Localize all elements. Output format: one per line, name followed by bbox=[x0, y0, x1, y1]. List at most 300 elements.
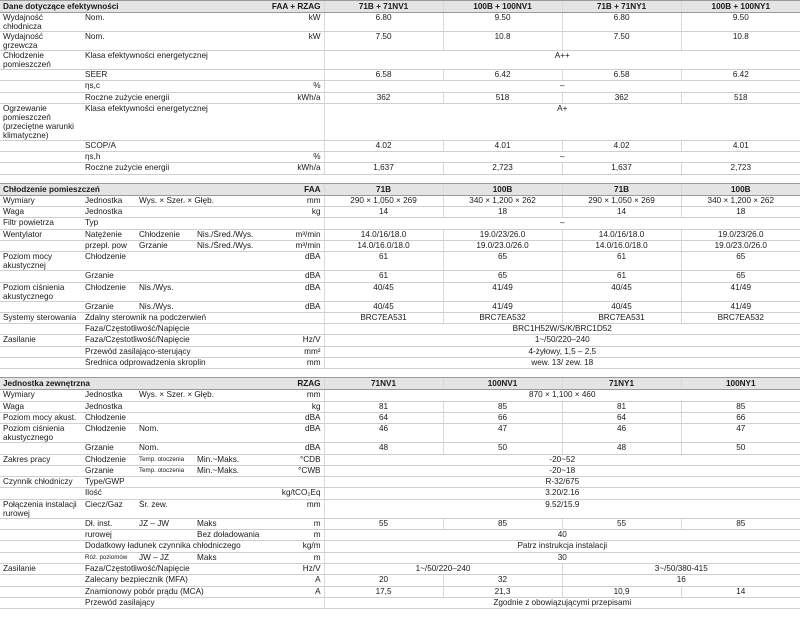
row-group-label: Wentylator bbox=[0, 229, 82, 240]
row-sub-label: Roczne zużycie energii bbox=[82, 92, 266, 103]
row-group-label bbox=[0, 443, 82, 454]
value-cell: 14.0/16/18.0 bbox=[324, 229, 443, 240]
model-column-header: 71B bbox=[562, 183, 681, 195]
table-row bbox=[0, 271, 800, 282]
unit-cell: °CDB bbox=[266, 454, 324, 465]
unit-cell: kW bbox=[266, 32, 324, 51]
value-cell: 65 bbox=[681, 252, 800, 271]
value-cell: 66 bbox=[681, 412, 800, 423]
section-title: Chłodzenie pomieszczeń bbox=[0, 183, 266, 195]
row-sub-label-2: Grzanie bbox=[136, 240, 194, 251]
value-cell: 9.50 bbox=[681, 13, 800, 32]
table-row bbox=[0, 443, 800, 454]
value-cell: 40/45 bbox=[324, 282, 443, 301]
value-cell: 6.58 bbox=[562, 70, 681, 81]
value-cell: 7.50 bbox=[324, 32, 443, 51]
value-cell-merged: -20~52 bbox=[324, 454, 800, 465]
table-row bbox=[0, 163, 800, 174]
value-cell: 40/45 bbox=[562, 301, 681, 312]
row-sub-label-3: Maks bbox=[194, 552, 266, 563]
value-cell: 19.0/23.0/26.0 bbox=[681, 240, 800, 251]
row-sub-label-3: Min.~Maks. bbox=[194, 465, 266, 476]
value-cell-merged: 870 × 1,100 × 460 bbox=[324, 390, 800, 401]
row-group-label bbox=[0, 324, 82, 335]
table-row bbox=[0, 346, 800, 357]
unit-cell: dBA bbox=[266, 252, 324, 271]
spacer-cell bbox=[0, 174, 800, 183]
value-cell: 10,9 bbox=[562, 586, 681, 597]
table-row bbox=[0, 390, 800, 401]
value-cell-merged: -20~18 bbox=[324, 465, 800, 476]
value-cell: 61 bbox=[324, 252, 443, 271]
row-sub-label-2: JZ – JW bbox=[136, 518, 194, 529]
row-sub-label: ηs,h bbox=[82, 152, 266, 163]
row-sub-label: Grzanie bbox=[82, 443, 136, 454]
table-row bbox=[0, 586, 800, 597]
row-sub-label-3: Nis./Śred./Wys. bbox=[194, 240, 266, 251]
row-group-label: Czynnik chłodniczy bbox=[0, 477, 82, 488]
section-title: Dane dotyczące efektywności bbox=[0, 1, 266, 13]
value-cell: 10.8 bbox=[443, 32, 562, 51]
table-row bbox=[0, 499, 800, 518]
row-group-label bbox=[0, 140, 82, 151]
value-cell: 18 bbox=[443, 207, 562, 218]
unit-cell bbox=[266, 312, 324, 323]
row-sub-label: Chłodzenie bbox=[82, 454, 136, 465]
value-cell: 85 bbox=[443, 518, 562, 529]
table-row bbox=[0, 488, 800, 499]
model-column-header: 71B bbox=[324, 183, 443, 195]
unit-cell: kg/tCO₂Eq bbox=[266, 488, 324, 499]
spacer-cell bbox=[0, 369, 800, 378]
table-row bbox=[0, 207, 800, 218]
model-column-header: 100B bbox=[681, 183, 800, 195]
unit-cell bbox=[266, 140, 324, 151]
value-cell: 340 × 1,200 × 262 bbox=[443, 195, 562, 206]
value-cell: 32 bbox=[443, 575, 562, 586]
unit-cell: Hz/V bbox=[266, 335, 324, 346]
row-sub-label: Jednostka bbox=[82, 390, 136, 401]
section-code: FAA + RZAG bbox=[266, 1, 324, 13]
row-group-label bbox=[0, 575, 82, 586]
model-column-header: 100B + 100NV1 bbox=[443, 1, 562, 13]
row-sub-label: Roczne zużycie energii bbox=[82, 163, 266, 174]
value-cell: 65 bbox=[443, 271, 562, 282]
section-code: FAA bbox=[266, 183, 324, 195]
value-cell: 64 bbox=[324, 412, 443, 423]
row-sub-label: Jednostka bbox=[82, 207, 266, 218]
value-cell: 362 bbox=[324, 92, 443, 103]
table-row bbox=[0, 324, 800, 335]
row-sub-label: Grzanie bbox=[82, 465, 136, 476]
row-sub-label: Typ bbox=[82, 218, 266, 229]
model-column-header: 71B + 71NV1 bbox=[324, 1, 443, 13]
row-group-label bbox=[0, 92, 82, 103]
value-cell-merged: – bbox=[324, 218, 800, 229]
section-header bbox=[0, 378, 800, 390]
row-group-label bbox=[0, 597, 82, 608]
table-row bbox=[0, 530, 800, 541]
table-row bbox=[0, 401, 800, 412]
unit-cell: kWh/a bbox=[266, 92, 324, 103]
row-sub-label: Zdalny sterownik na podczerwień bbox=[82, 312, 266, 323]
row-group-label: Poziom mocy akust. bbox=[0, 412, 82, 423]
unit-cell: kW bbox=[266, 13, 324, 32]
value-cell: 6.42 bbox=[443, 70, 562, 81]
unit-cell bbox=[266, 103, 324, 140]
value-cell: 18 bbox=[681, 207, 800, 218]
value-cell: 41/49 bbox=[681, 301, 800, 312]
section-header bbox=[0, 1, 800, 13]
value-cell: 518 bbox=[443, 92, 562, 103]
value-cell: 1,637 bbox=[324, 163, 443, 174]
row-sub-label: Klasa efektywności energetycznej bbox=[82, 103, 266, 140]
table-row bbox=[0, 454, 800, 465]
value-cell: 61 bbox=[324, 271, 443, 282]
value-cell: 81 bbox=[562, 401, 681, 412]
value-cell-merged: 1~/50/220–240 bbox=[324, 563, 562, 574]
value-cell: 9.50 bbox=[443, 13, 562, 32]
value-cell: 46 bbox=[324, 424, 443, 443]
value-cell: 48 bbox=[324, 443, 443, 454]
row-group-label: Wymiary bbox=[0, 195, 82, 206]
row-group-label bbox=[0, 346, 82, 357]
row-sub-label: Przewód zasilający bbox=[82, 597, 266, 608]
row-group-label: Zasilanie bbox=[0, 335, 82, 346]
model-column-header: 71B + 71NY1 bbox=[562, 1, 681, 13]
value-cell: 4.02 bbox=[324, 140, 443, 151]
value-cell: 41/49 bbox=[681, 282, 800, 301]
unit-cell: kg bbox=[266, 207, 324, 218]
unit-cell: Hz/V bbox=[266, 563, 324, 574]
row-group-label bbox=[0, 301, 82, 312]
value-cell: 61 bbox=[562, 252, 681, 271]
row-group-label: Filtr powietrza bbox=[0, 218, 82, 229]
value-cell: 4.01 bbox=[443, 140, 562, 151]
row-group-label: Ogrzewanie pomieszczeń (przeciętne warunki klimatyczne) bbox=[0, 103, 82, 140]
row-sub-label: Chłodzenie bbox=[82, 252, 266, 271]
row-sub-label: Klasa efektywności energetycznej bbox=[82, 51, 266, 70]
row-sub-label: SEER bbox=[82, 70, 266, 81]
value-cell: 4.01 bbox=[681, 140, 800, 151]
value-cell: 65 bbox=[681, 271, 800, 282]
table-row bbox=[0, 13, 800, 32]
value-cell-merged: 3~/50/380-415 bbox=[562, 563, 800, 574]
row-group-label: Systemy sterowania bbox=[0, 312, 82, 323]
row-group-label bbox=[0, 271, 82, 282]
table-row bbox=[0, 51, 800, 70]
row-group-label bbox=[0, 488, 82, 499]
table-row bbox=[0, 312, 800, 323]
value-cell-merged: – bbox=[324, 152, 800, 163]
table-row bbox=[0, 32, 800, 51]
value-cell: 17,5 bbox=[324, 586, 443, 597]
row-sub-label-3: Bez doładowania bbox=[194, 530, 266, 541]
table-row bbox=[0, 218, 800, 229]
value-cell: 14 bbox=[681, 586, 800, 597]
unit-cell bbox=[266, 597, 324, 608]
value-cell: 46 bbox=[562, 424, 681, 443]
unit-cell: % bbox=[266, 152, 324, 163]
table-row bbox=[0, 575, 800, 586]
value-cell: 19.0/23.0/26.0 bbox=[443, 240, 562, 251]
value-cell: 40/45 bbox=[324, 301, 443, 312]
table-row bbox=[0, 518, 800, 529]
value-cell-merged: 40 bbox=[324, 530, 800, 541]
model-column-header: 100B bbox=[443, 183, 562, 195]
row-sub-label: Chłodzenie bbox=[82, 412, 266, 423]
unit-cell bbox=[266, 218, 324, 229]
value-cell: 290 × 1,050 × 269 bbox=[324, 195, 443, 206]
row-sub-label: Nom. bbox=[82, 32, 266, 51]
value-cell: 41/49 bbox=[443, 282, 562, 301]
row-sub-label-3: Min.~Maks. bbox=[194, 454, 266, 465]
value-cell: 64 bbox=[562, 412, 681, 423]
row-group-label: Połączenia instalacji rurowej bbox=[0, 499, 82, 518]
row-sub-label: Grzanie bbox=[82, 301, 136, 312]
value-cell: 50 bbox=[681, 443, 800, 454]
value-cell: 85 bbox=[443, 401, 562, 412]
row-sub-label: Faza/Częstotliwość/Napięcie bbox=[82, 563, 266, 574]
unit-cell bbox=[266, 70, 324, 81]
value-cell: 1,637 bbox=[562, 163, 681, 174]
unit-cell: dBA bbox=[266, 301, 324, 312]
table-row bbox=[0, 140, 800, 151]
row-group-label bbox=[0, 586, 82, 597]
value-cell: 21,3 bbox=[443, 586, 562, 597]
row-sub-label-3: Maks bbox=[194, 518, 266, 529]
row-group-label bbox=[0, 541, 82, 552]
value-cell-merged: 16 bbox=[562, 575, 800, 586]
value-cell: 6.42 bbox=[681, 70, 800, 81]
row-group-label: Poziom ciśnienia akustycznego bbox=[0, 282, 82, 301]
value-cell: 48 bbox=[562, 443, 681, 454]
value-cell: 55 bbox=[324, 518, 443, 529]
value-cell: BRC7EA531 bbox=[562, 312, 681, 323]
value-cell: 50 bbox=[443, 443, 562, 454]
unit-cell: m bbox=[266, 552, 324, 563]
table-row bbox=[0, 358, 800, 369]
value-cell-merged: BRC1H52W/S/K/BRC1D52 bbox=[324, 324, 800, 335]
unit-cell: m bbox=[266, 518, 324, 529]
value-cell: 14.0/16.0/18.0 bbox=[324, 240, 443, 251]
table-row bbox=[0, 552, 800, 563]
value-cell: 14 bbox=[562, 207, 681, 218]
value-cell: 518 bbox=[681, 92, 800, 103]
unit-cell: kg/m bbox=[266, 541, 324, 552]
value-cell: 47 bbox=[443, 424, 562, 443]
unit-cell: dBA bbox=[266, 443, 324, 454]
unit-cell: m bbox=[266, 530, 324, 541]
value-cell: 7.50 bbox=[562, 32, 681, 51]
row-group-label bbox=[0, 81, 82, 92]
table-row bbox=[0, 424, 800, 443]
value-cell: 19.0/23/26.0 bbox=[681, 229, 800, 240]
value-cell-merged: 9.52/15.9 bbox=[324, 499, 800, 518]
section-header bbox=[0, 183, 800, 195]
table-row bbox=[0, 465, 800, 476]
unit-cell: kg bbox=[266, 401, 324, 412]
unit-cell bbox=[266, 324, 324, 335]
row-sub-label: Chłodzenie bbox=[82, 424, 136, 443]
value-cell-merged: Zgodnie z obowiązującymi przepisami bbox=[324, 597, 800, 608]
value-cell: 47 bbox=[681, 424, 800, 443]
table-row bbox=[0, 335, 800, 346]
row-sub-label: Chłodzenie bbox=[82, 282, 136, 301]
value-cell: 6.58 bbox=[324, 70, 443, 81]
row-group-label bbox=[0, 552, 82, 563]
row-sub-label-2: Wys. × Szer. × Głęb. bbox=[136, 390, 266, 401]
value-cell-merged: – bbox=[324, 81, 800, 92]
unit-cell: mm bbox=[266, 358, 324, 369]
value-cell: 2,723 bbox=[443, 163, 562, 174]
value-cell: 85 bbox=[681, 518, 800, 529]
value-cell-merged: A++ bbox=[324, 51, 800, 70]
row-sub-label: Dodatkowy ładunek czynnika chłodniczego bbox=[82, 541, 266, 552]
table-row bbox=[0, 282, 800, 301]
value-cell: 2,723 bbox=[681, 163, 800, 174]
row-sub-label: przepł. pow bbox=[82, 240, 136, 251]
row-group-label bbox=[0, 358, 82, 369]
table-row bbox=[0, 240, 800, 251]
row-sub-label: Ilość bbox=[82, 488, 266, 499]
row-sub-label: Type/GWP bbox=[82, 477, 266, 488]
row-sub-label-2: Nis./Wys. bbox=[136, 301, 266, 312]
value-cell-merged: 1~/50/220–240 bbox=[324, 335, 800, 346]
model-column-header: 100B + 100NY1 bbox=[681, 1, 800, 13]
value-cell: 61 bbox=[562, 271, 681, 282]
row-sub-label-2: JW – JZ bbox=[136, 552, 194, 563]
unit-cell: mm bbox=[266, 390, 324, 401]
unit-cell: dBA bbox=[266, 412, 324, 423]
row-group-label: Chłodzenie pomieszczeń bbox=[0, 51, 82, 70]
unit-cell: A bbox=[266, 586, 324, 597]
value-cell: 66 bbox=[443, 412, 562, 423]
value-cell: 6.80 bbox=[562, 13, 681, 32]
row-sub-label-2: Chłodzenie bbox=[136, 229, 194, 240]
row-sub-label: Faza/Częstotliwość/Napięcie bbox=[82, 324, 266, 335]
row-group-label bbox=[0, 465, 82, 476]
row-group-label bbox=[0, 152, 82, 163]
row-sub-label-2: Nom. bbox=[136, 443, 266, 454]
model-column-header: 71NY1 bbox=[562, 378, 681, 390]
value-cell: BRC7EA531 bbox=[324, 312, 443, 323]
value-cell: BRC7EA532 bbox=[443, 312, 562, 323]
table-row bbox=[0, 103, 800, 140]
table-row bbox=[0, 195, 800, 206]
table-row bbox=[0, 597, 800, 608]
value-cell-merged: wew. 13/ zew. 18 bbox=[324, 358, 800, 369]
section-spacer bbox=[0, 174, 800, 183]
model-column-header: 100NY1 bbox=[681, 378, 800, 390]
table-row bbox=[0, 152, 800, 163]
unit-cell: m³/min bbox=[266, 229, 324, 240]
value-cell: 55 bbox=[562, 518, 681, 529]
unit-cell: mm bbox=[266, 499, 324, 518]
unit-cell: dBA bbox=[266, 282, 324, 301]
row-sub-label: Jednostka bbox=[82, 401, 266, 412]
row-sub-label: Grzanie bbox=[82, 271, 266, 282]
row-sub-label-2 bbox=[136, 530, 194, 541]
model-column-header: 100NV1 bbox=[443, 378, 562, 390]
unit-cell: dBA bbox=[266, 424, 324, 443]
section-title: Jednostka zewnętrzna bbox=[0, 378, 266, 390]
unit-cell bbox=[266, 51, 324, 70]
value-cell-merged: A+ bbox=[324, 103, 800, 140]
table-row bbox=[0, 541, 800, 552]
row-sub-label-2: Nis./Wys. bbox=[136, 282, 266, 301]
row-sub-label: Nom. bbox=[82, 13, 266, 32]
unit-cell: °CWB bbox=[266, 465, 324, 476]
row-sub-label: Zalecany bezpiecznik (MFA) bbox=[82, 575, 266, 586]
row-group-label bbox=[0, 70, 82, 81]
row-sub-label: Róż. poziomów bbox=[82, 552, 136, 563]
table-row bbox=[0, 412, 800, 423]
value-cell-merged: Patrz instrukcja instalacji bbox=[324, 541, 800, 552]
table-row bbox=[0, 252, 800, 271]
table-row bbox=[0, 70, 800, 81]
row-group-label: Poziom mocy akustycznej bbox=[0, 252, 82, 271]
row-sub-label-3: Nis./Śred./Wys. bbox=[194, 229, 266, 240]
row-group-label bbox=[0, 163, 82, 174]
section-spacer bbox=[0, 369, 800, 378]
value-cell: 14.0/16.0/18.0 bbox=[562, 240, 681, 251]
value-cell: 41/49 bbox=[443, 301, 562, 312]
value-cell: 85 bbox=[681, 401, 800, 412]
value-cell: 340 × 1,200 × 262 bbox=[681, 195, 800, 206]
unit-cell: dBA bbox=[266, 271, 324, 282]
row-sub-label: rurowej bbox=[82, 530, 136, 541]
row-sub-label: Faza/Częstotliwość/Napięcie bbox=[82, 335, 266, 346]
row-sub-label: Ciecz/Gaz bbox=[82, 499, 136, 518]
row-group-label: Wydajność chłodnicza bbox=[0, 13, 82, 32]
row-sub-label-2: Temp. otoczenia bbox=[136, 465, 194, 476]
value-cell: 19.0/23/26.0 bbox=[443, 229, 562, 240]
row-sub-label: Przewód zasilająco-sterujący bbox=[82, 346, 266, 357]
row-sub-label-2: Wys. × Szer. × Głęb. bbox=[136, 195, 266, 206]
row-group-label: Poziom ciśnienia akustycznego bbox=[0, 424, 82, 443]
value-cell: 6.80 bbox=[324, 13, 443, 32]
value-cell: 81 bbox=[324, 401, 443, 412]
row-sub-label: Średnica odprowadzenia skroplin bbox=[82, 358, 266, 369]
unit-cell: mm² bbox=[266, 346, 324, 357]
value-cell: 14 bbox=[324, 207, 443, 218]
table-row bbox=[0, 92, 800, 103]
value-cell-merged: 30 bbox=[324, 552, 800, 563]
row-group-label: Zakres pracy bbox=[0, 454, 82, 465]
unit-cell: % bbox=[266, 81, 324, 92]
unit-cell bbox=[266, 477, 324, 488]
unit-cell: A bbox=[266, 575, 324, 586]
value-cell: 290 × 1,050 × 269 bbox=[562, 195, 681, 206]
row-sub-label: Dł. inst. bbox=[82, 518, 136, 529]
value-cell: 14.0/16/18.0 bbox=[562, 229, 681, 240]
row-group-label bbox=[0, 530, 82, 541]
row-sub-label-2: Temp. otoczenia bbox=[136, 454, 194, 465]
table-row bbox=[0, 229, 800, 240]
row-group-label: Wydajność grzewcza bbox=[0, 32, 82, 51]
table-row bbox=[0, 301, 800, 312]
row-sub-label: ηs,c bbox=[82, 81, 266, 92]
row-group-label bbox=[0, 240, 82, 251]
value-cell: 20 bbox=[324, 575, 443, 586]
table-row bbox=[0, 81, 800, 92]
model-column-header: 71NV1 bbox=[324, 378, 443, 390]
value-cell: 362 bbox=[562, 92, 681, 103]
value-cell: 10.8 bbox=[681, 32, 800, 51]
value-cell-merged: 4-żyłowy, 1,5 – 2,5 bbox=[324, 346, 800, 357]
row-group-label: Waga bbox=[0, 207, 82, 218]
